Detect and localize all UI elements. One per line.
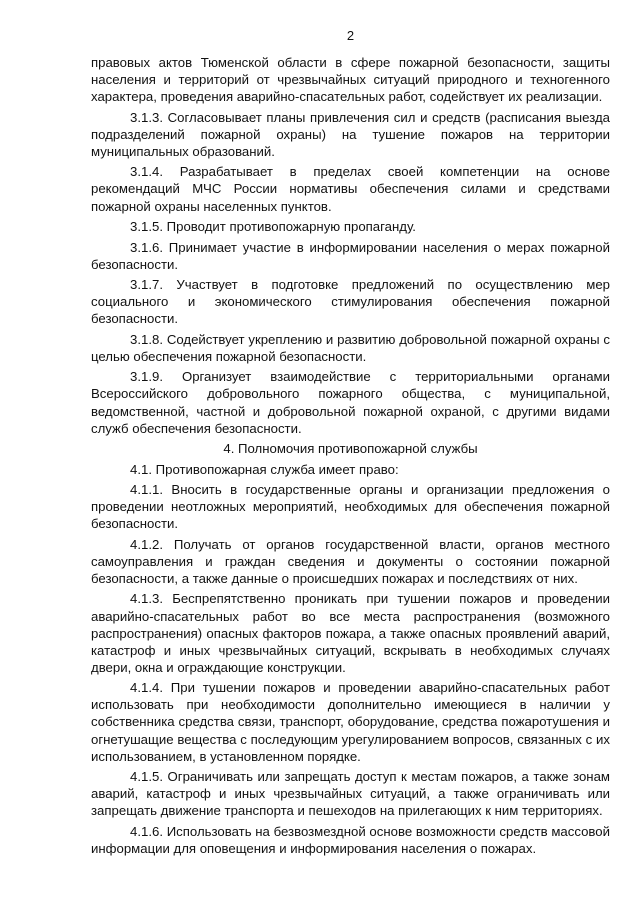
paragraph: 4.1.1. Вносить в государственные органы и организации предложения о проведении неотложных мероприятий, необходимых для обеспечения пожарной безопасности.	[91, 482, 610, 532]
paragraph: 3.1.8. Содействует укреплению и развитию добровольной пожарной охраны с целью обеспечения пожарной безопасности.	[91, 331, 610, 364]
paragraph: 4.1.6. Использовать на безвозмездной основе возможности средств массовой информации для оповещения и информирования населения о пожарах.	[91, 823, 610, 856]
page-number: 2	[346, 28, 355, 43]
paragraph: 4.1. Противопожарная служба имеет право:	[130, 461, 399, 477]
document-page	[91, 28, 610, 860]
paragraph: 4.1.3. Беспрепятственно проникать при тушении пожаров и проведении аварийно-спасательных работ во все места распространения (возможного распространения) опасных факторов пожара, а также опасных проявлений аварий, катастроф и иных чрезвычайных ситуаций, вскрывать в необходимых случаях двери, окна и ограждающие конструкции.	[91, 591, 610, 675]
paragraph: правовых актов Тюменской области в сфере пожарной безопасности, защиты населения и территорий от чрезвычайных ситуаций природного и техногенного характера, проведения аварийно-спасательных работ, содействует их реализации.	[91, 55, 610, 105]
paragraph: 4.1.4. При тушении пожаров и проведении аварийно-спасательных работ использовать при необходимости дополнительно имеющиеся в наличии у собственника средства связи, транспорт, оборудование, средства пожаротушения и огнетушащие вещества с последующим урегулированием вопросов, связанных с их использованием, в установленном порядке.	[91, 680, 610, 764]
paragraph: 3.1.3. Согласовывает планы привлечения сил и средств (расписания выезда подразделений пожарной охраны) на тушение пожаров на территории муниципальных образований.	[91, 109, 610, 159]
paragraph: 3.1.5. Проводит противопожарную пропаганду.	[130, 219, 416, 235]
paragraph: 3.1.6. Принимает участие в информировании населения о мерах пожарной безопасности.	[91, 239, 610, 272]
paragraph: 3.1.9. Организует взаимодействие с территориальными органами Всероссийского добровольного пожарного общества, с муниципальной, ведомственной, частной и добровольной пожарной охраной, с другими видами служб обеспечения безопасности.	[91, 369, 610, 436]
paragraph: 3.1.7. Участвует в подготовке предложений по осуществлению мер социального и экономического стимулирования обеспечения пожарной безопасности.	[91, 277, 610, 327]
paragraph: 3.1.4. Разрабатывает в пределах своей компетенции на основе рекомендаций МЧС России нормативы обеспечения силами и средствами пожарной охраны населенных пунктов.	[91, 164, 610, 214]
document-body	[91, 54, 610, 857]
section-heading: 4. Полномочия противопожарной службы	[223, 441, 478, 457]
paragraph: 4.1.5. Ограничивать или запрещать доступ к местам пожаров, а также зонам аварий, катастроф и иных чрезвычайных ситуаций, а также ограничивать или запрещать движение транспорта и пешеходов на прилегающих к ним территориях.	[91, 769, 610, 819]
paragraph: 4.1.2. Получать от органов государственной власти, органов местного самоуправления и граждан сведения и документы о состоянии пожарной безопасности, а также данные о происшедших пожарах и последствиях от них.	[91, 536, 610, 586]
